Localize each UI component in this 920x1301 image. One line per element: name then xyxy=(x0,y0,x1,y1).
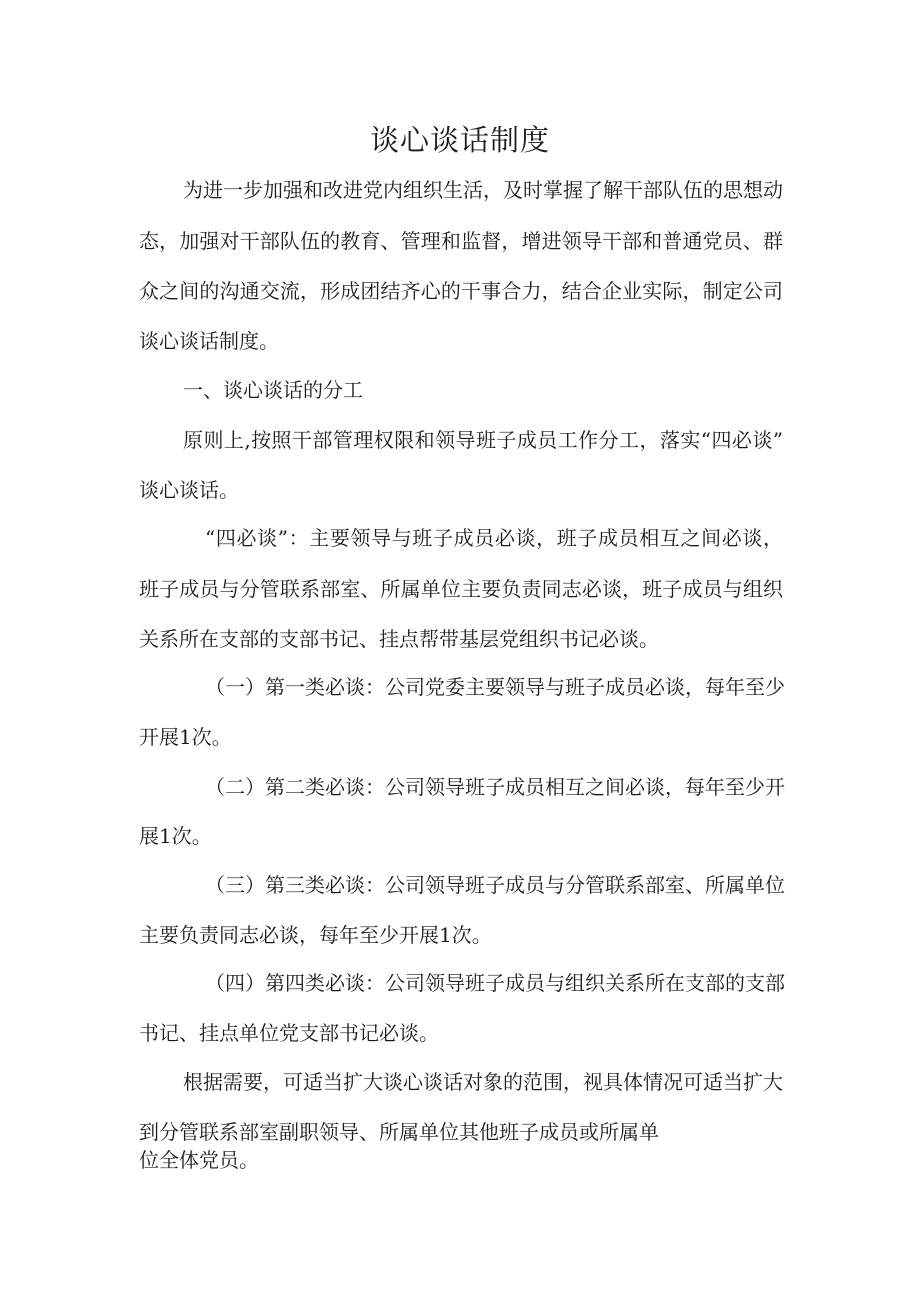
paragraph-line: 态，加强对干部队伍的教育、管理和监督，增进领导干部和普通党员、群 xyxy=(139,229,783,253)
list-item-line: 开展1次。 xyxy=(139,725,232,749)
paragraph-line: 为进一步加强和改进党内组织生活，及时掌握了解干部队伍的思想动 xyxy=(183,178,783,202)
paragraph-line: 位全体党员。 xyxy=(139,1148,259,1172)
list-item-line: 主要负责同志必谈，每年至少开展1次。 xyxy=(139,923,492,947)
list-item-line: （四）第四类必谈：公司领导班子成员与组织关系所在支部的支部 xyxy=(205,971,785,995)
paragraph-line: 谈心谈话。 xyxy=(139,478,239,502)
document-title: 谈心谈话制度 xyxy=(369,123,550,157)
list-item-line: （二）第二类必谈：公司领导班子成员相互之间必谈，每年至少开 xyxy=(205,775,785,799)
paragraph-line: “四必谈”：主要领导与班子成员必谈，班子成员相互之间必谈， xyxy=(205,526,783,550)
paragraph-line: 关系所在支部的支部书记、挂点帮带基层党组织书记必谈。 xyxy=(139,627,659,651)
paragraph-line: 众之间的沟通交流，形成团结齐心的干事合力，结合企业实际，制定公司 xyxy=(139,279,783,303)
list-item-line: （一）第一类必谈：公司党委主要领导与班子成员必谈，每年至少 xyxy=(205,675,785,699)
paragraph-line: 到分管联系部室副职领导、所属单位其他班子成员或所属单 xyxy=(139,1120,659,1144)
list-item-line: 展1次。 xyxy=(139,824,212,848)
paragraph-line: 原则上,按照干部管理权限和领导班子成员工作分工，落实“四必谈” xyxy=(183,428,783,452)
list-item-line: 书记、挂点单位党支部书记必谈。 xyxy=(139,1021,439,1045)
section-heading: 一、谈心谈话的分工 xyxy=(183,378,363,402)
paragraph-line: 根据需要，可适当扩大谈心谈话对象的范围，视具体情况可适当扩大 xyxy=(183,1070,783,1094)
paragraph-line: 谈心谈话制度。 xyxy=(139,329,279,353)
paragraph-line: 班子成员与分管联系部室、所属单位主要负责同志必谈，班子成员与组织 xyxy=(139,577,783,601)
list-item-line: （三）第三类必谈：公司领导班子成员与分管联系部室、所属单位 xyxy=(205,873,785,897)
